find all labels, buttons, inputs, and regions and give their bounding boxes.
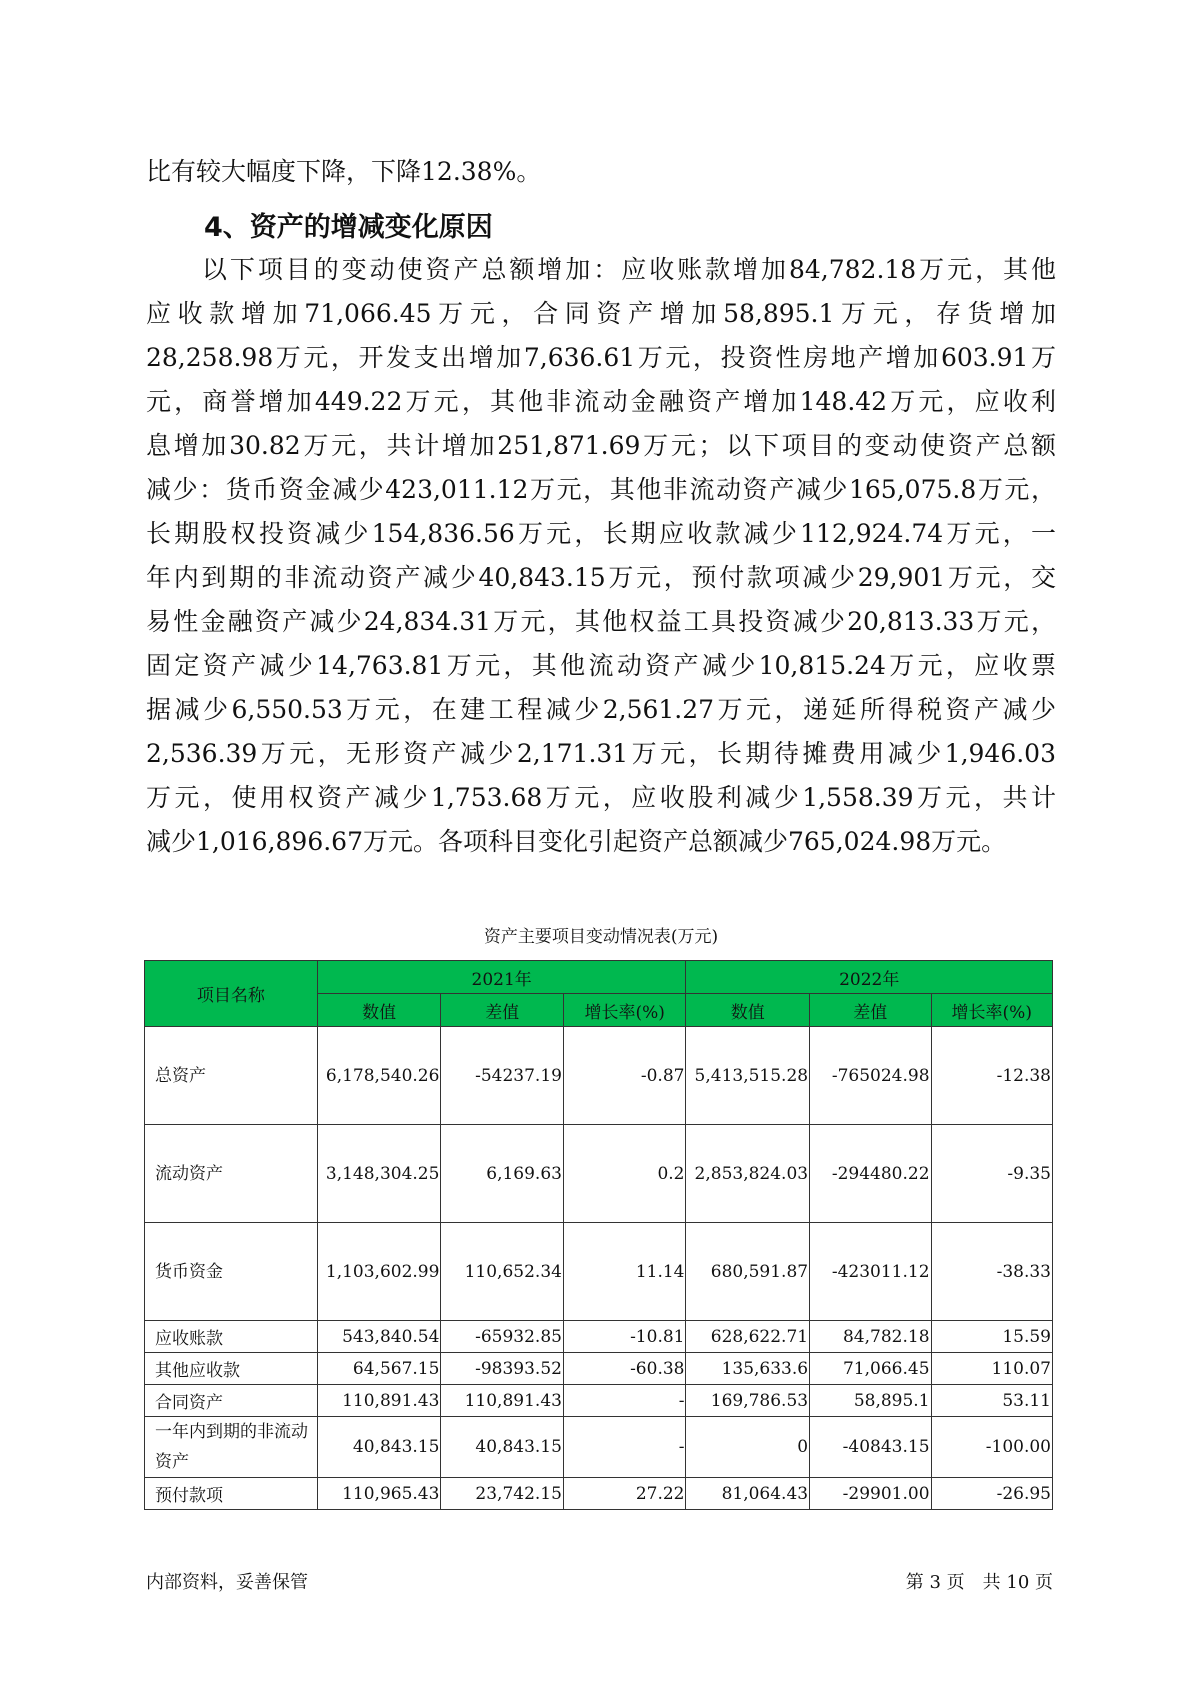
paragraph-line: 28,258.98万元，开发支出增加7,636.61万元，投资性房地产增加603.91万 [146,343,1056,372]
table-row [145,1478,1053,1510]
paragraph-line: 年内到期的非流动资产减少40,843.15万元，预付款项减少29,901万元，交 [146,563,1056,592]
table-cell: 110,652.34 [441,1223,564,1321]
table-cell: 27.22 [563,1478,686,1510]
table-cell: -765024.98 [810,1027,931,1125]
table-cell: -9.35 [931,1125,1052,1223]
paragraph-line: 易性金融资产减少24,834.31万元，其他权益工具投资减少20,813.33万元， [146,607,1056,636]
table-row [145,1125,1053,1223]
table-cell: 0.2 [563,1125,686,1223]
table-cell: 1,103,602.99 [317,1223,441,1321]
paragraph-line: 固定资产减少14,763.81万元，其他流动资产减少10,815.24万元，应收票 [146,651,1056,680]
row-item-name: 应收账款 [145,1321,318,1353]
table-cell: 110,891.43 [441,1385,564,1417]
table-cell: 71,066.45 [810,1353,931,1385]
header-sub: 增长率(%) [563,994,686,1027]
table-cell: 0 [686,1417,810,1478]
row-item-name: 总资产 [145,1027,318,1125]
table-cell: 15.59 [931,1321,1052,1353]
table-cell: 135,633.6 [686,1353,810,1385]
row-item-name: 预付款项 [145,1478,318,1510]
table-cell: -65932.85 [441,1321,564,1353]
table-cell: -98393.52 [441,1353,564,1385]
table-row [145,1385,1053,1417]
table-cell: 6,178,540.26 [317,1027,441,1125]
footer-confidential: 内部资料，妥善保管 [146,1572,308,1593]
header-sub: 差值 [441,994,564,1027]
table-cell: -40843.15 [810,1417,931,1478]
table-row [145,1353,1053,1385]
table-cell: 5,413,515.28 [686,1027,810,1125]
row-item-name: 合同资产 [145,1385,318,1417]
table-cell: 3,148,304.25 [317,1125,441,1223]
table-cell: 6,169.63 [441,1125,564,1223]
table-cell: 58,895.1 [810,1385,931,1417]
row-item-name: 一年内到期的非流动资产 [145,1417,318,1478]
table-cell: 23,742.15 [441,1478,564,1510]
paragraph-line: 减少1,016,896.67万元。各项科目变化引起资产总额减少765,024.98万元。 [146,827,1007,856]
header-year-2021: 2021年 [317,961,686,994]
paragraph-line: 万元，使用权资产减少1,753.68万元，应收股利减少1,558.39万元，共计 [146,783,1056,812]
table-cell: -29901.00 [810,1478,931,1510]
table-cell: -60.38 [563,1353,686,1385]
table-cell: 169,786.53 [686,1385,810,1417]
header-sub: 差值 [810,994,931,1027]
table-row [145,1223,1053,1321]
paragraph-line: 以下项目的变动使资产总额增加：应收账款增加84,782.18万元，其他 [146,255,1056,284]
table-cell: - [563,1417,686,1478]
table-cell: -54237.19 [441,1027,564,1125]
table-cell: 110.07 [931,1353,1052,1385]
section-heading: 4、资产的增减变化原因 [204,212,493,243]
section-paragraph [146,248,1056,864]
row-item-name: 流动资产 [145,1125,318,1223]
paragraph-line: 息增加30.82万元，共计增加251,871.69万元；以下项目的变动使资产总额 [146,431,1056,460]
table-cell: 40,843.15 [441,1417,564,1478]
paragraph-line: 长期股权投资减少154,836.56万元，长期应收款减少112,924.74万元，一 [146,519,1056,548]
header-sub: 数值 [686,994,810,1027]
table-cell: -100.00 [931,1417,1052,1478]
table-cell: 110,965.43 [317,1478,441,1510]
header-sub: 数值 [317,994,441,1027]
table-cell: - [563,1385,686,1417]
table-cell: 64,567.15 [317,1353,441,1385]
footer-page-number: 第 3 页 共 10 页 [905,1572,1053,1593]
paragraph-line: 应收款增加71,066.45万元，合同资产增加58,895.1万元，存货增加 [146,299,1056,328]
table-cell: 40,843.15 [317,1417,441,1478]
table-cell: -26.95 [931,1478,1052,1510]
paragraph-line: 2,536.39万元，无形资产减少2,171.31万元，长期待摊费用减少1,946.03 [146,739,1056,768]
table-row [145,1027,1053,1125]
table-row [145,1321,1053,1353]
row-item-name: 其他应收款 [145,1353,318,1385]
asset-change-table [144,960,1053,1510]
paragraph-line: 据减少6,550.53万元，在建工程减少2,561.27万元，递延所得税资产减少 [146,695,1056,724]
paragraph-line: 元，商誉增加449.22万元，其他非流动金融资产增加148.42万元，应收利 [146,387,1056,416]
table-cell: 543,840.54 [317,1321,441,1353]
table-cell: 81,064.43 [686,1478,810,1510]
table-cell: -0.87 [563,1027,686,1125]
table-caption: 资产主要项目变动情况表(万元) [483,927,719,947]
row-item-name: 货币资金 [145,1223,318,1321]
header-item-name: 项目名称 [145,961,318,1027]
table-cell: -12.38 [931,1027,1052,1125]
table-cell: 53.11 [931,1385,1052,1417]
table-cell: 628,622.71 [686,1321,810,1353]
table-cell: -10.81 [563,1321,686,1353]
table-body [145,1027,1053,1510]
table-cell: 110,891.43 [317,1385,441,1417]
header-sub: 增长率(%) [931,994,1052,1027]
table-cell: -38.33 [931,1223,1052,1321]
header-year-2022: 2022年 [686,961,1053,994]
intro-paragraph [146,150,1056,194]
table-cell: -423011.12 [810,1223,931,1321]
table-cell: 11.14 [563,1223,686,1321]
table-cell: 84,782.18 [810,1321,931,1353]
table-cell: 2,853,824.03 [686,1125,810,1223]
table-cell: -294480.22 [810,1125,931,1223]
intro-line: 比有较大幅度下降，下降12.38%。 [146,157,542,186]
paragraph-line: 减少：货币资金减少423,011.12万元，其他非流动资产减少165,075.8万元， [146,475,1056,504]
table-cell: 680,591.87 [686,1223,810,1321]
table-row [145,1417,1053,1478]
